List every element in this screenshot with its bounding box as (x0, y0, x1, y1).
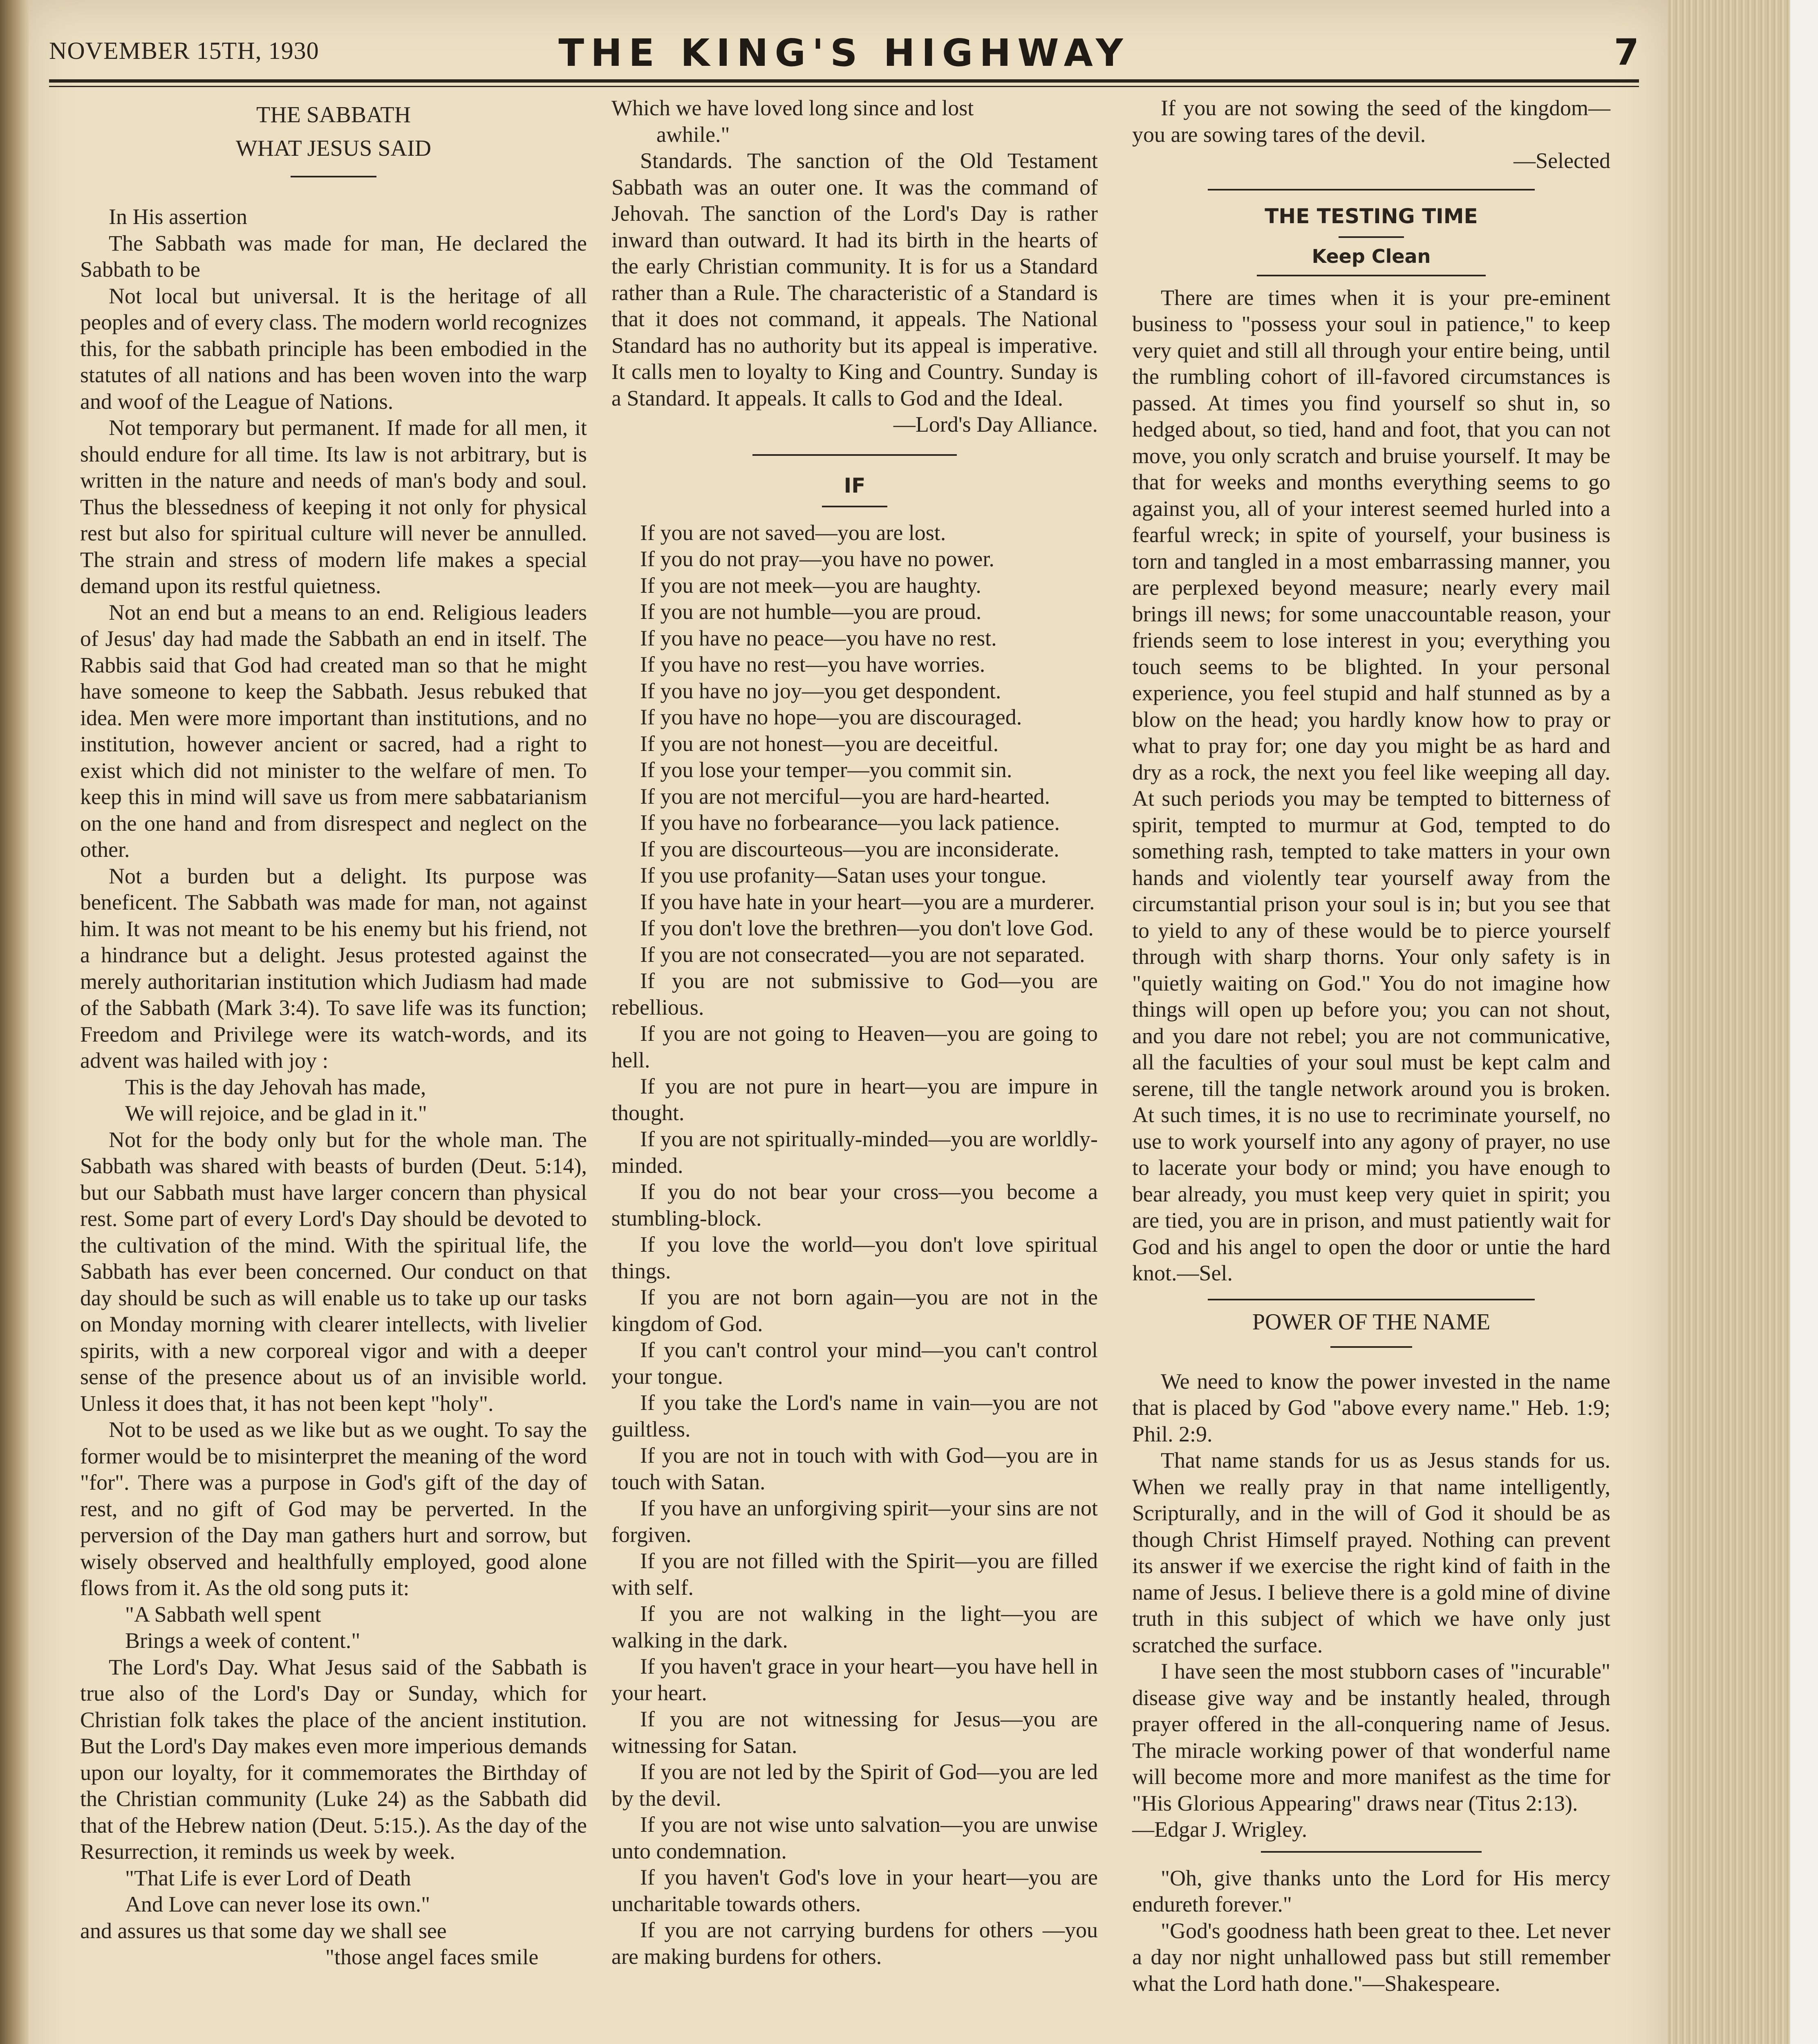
running-header (49, 31, 1639, 76)
verse-line: awhile." (656, 122, 730, 147)
column-2 (611, 95, 1098, 1970)
paragraph: There are times when it is your pre-eminent business to "possess your soul in patience," to keep very quiet and still all through your entire being, until the rumbling cohort of ill-favored circumstances is passed. At times you find yourself so shut in, so hedged about, so tied, hand and foot, that you can not move, you only scratch and bruise yourself. It may be that for weeks and months everything seems to go against you, all of your interest seemed hurled into a fearful wreck; in spite of yourself, your business is torn and tangled in a most embarrassing manner, you are perplexed beyond measure; nearly every mail brings ill news; for some unaccountable reason, your friends seem to lose interest in you; everything you touch seems to be blighted. In your personal experience, you feel stupid and half stunned as by a blow on the head; you hardly know how to pray or what to pray for; one day you might be as hard and dry as a rock, the next you feel like weeping all day. At such periods you may be tempted to bitterness of spirit, tempted to murmur at God, tempted to do something rash, tempted to take matters in your own hands and violently tear yourself away from the circumstantial prison your soul is in; but you see that to yield to any of these would be to pierce yourself through with sharp thorns. Your only safety is in "quietly waiting on God." You do not imagine how things will open up before you; you can not shout, and you dare not rebel; you are not communicative, all the faculties of your soul must be kept calm and serene, till the tangle network around you is broken. At such times, it is no use to recriminate yourself, no use to work yourself into any agony of prayer, no use to lacerate your body or mind; you have enough to bear already, you must keep very quiet in spirit; you are tied, you are in prison, and must patiently wait for God and his angel to open the door or untie the hard knot.—Sel. (1132, 285, 1610, 1285)
poem-line: If you haven't God's love in your heart—you are uncharitable towards others. (611, 1865, 1098, 1916)
poem-line: If you are discourteous—you are inconsiderate. (640, 836, 1059, 861)
verse-line: We will rejoice, and be glad in it." (125, 1101, 427, 1125)
page-stack-edge (1668, 0, 1790, 2044)
poem-line: If you are not honest—you are deceitful. (640, 731, 999, 756)
verse-line: "A Sabbath well spent (125, 1602, 321, 1627)
header-rule-thin (49, 86, 1639, 87)
poem-line: If you lose your temper—you commit sin. (640, 758, 1012, 782)
poem-line: If you have no joy—you get despondent. (640, 678, 1001, 703)
poem-line: If you are not in touch with with God—you are in touch with Satan. (611, 1443, 1098, 1494)
header-rule (49, 79, 1639, 83)
title-rule (822, 506, 887, 507)
title-rule (1339, 236, 1404, 238)
author-credit: —Edgar J. Wrigley. (1132, 1817, 1308, 1842)
book-gutter (0, 0, 29, 2044)
poem-line: If you haven't grace in your heart—you have hell in your heart. (611, 1654, 1098, 1705)
paragraph: In His assertion (109, 204, 247, 229)
poem-line: If you do not pray—you have no power. (640, 547, 994, 571)
poem-line: If you are not wise unto salvation—you are unwise unto condemnation. (611, 1812, 1098, 1863)
paragraph: I have seen the most stubborn cases of "incurable" disease give way and be instantly healed, through prayer offered in the all-conquering name of Jesus. The miracle working power of that wonderful name will become more and more manifest as the time for "His Glorious Appearing" draws near (Titus 2:13). (1132, 1659, 1610, 1815)
article-subtitle: Keep Clean (1312, 245, 1431, 267)
title-rule (1257, 275, 1486, 276)
paragraph: That name stands for us as Jesus stands for us. When we really pray in that name intelligently, Scripturally, and in the will of God it should be as though Christ Himself prayed. Nothing can prevent its answer if we exercise the right kind of faith in the name of Jesus. I believe there is a gold mine of divine truth in this subject of which we have only just scratched the surface. (1132, 1448, 1610, 1657)
section-rule (1261, 1851, 1482, 1853)
article-title: THE TESTING TIME (1265, 204, 1478, 228)
poem-line: If you take the Lord's name in vain—you are not guiltless. (611, 1390, 1098, 1441)
poem-line: If you love the world—you don't love spiritual things. (611, 1232, 1098, 1283)
poem-line: If you are not merciful—you are hard-hearted. (640, 784, 1050, 809)
poem-line: If you do not bear your cross—you become a stumbling-block. (611, 1179, 1098, 1230)
section-rule (1208, 1299, 1535, 1300)
column-3 (1132, 95, 1610, 1997)
column-1 (80, 95, 587, 1970)
issue-date: NOVEMBER 15TH, 1930 (49, 37, 319, 64)
section-rule (1208, 189, 1535, 191)
section-rule (752, 454, 957, 456)
paragraph: Not to be used as we like but as we ought. To say the former would be to misinterpret the meaning of the word "for". There was a purpose in God's gift of the day of rest, and no gift of God may be perverted. In the perversion of the Day man gathers hurt and sorrow, but wisely observed and healthfully employed, good alone flows from it. As the old song puts it: (80, 1417, 587, 1600)
poem-line: If you are not led by the Spirit of God—you are led by the devil. (611, 1759, 1098, 1811)
poem-line: If you are not submissive to God—you are rebellious. (611, 968, 1098, 1020)
verse-line: "That Life is ever Lord of Death (125, 1865, 411, 1890)
title-rule (291, 176, 376, 177)
poem-line: If you are not carrying burdens for others —you are making burdens for others. (611, 1918, 1098, 1969)
title-rule (1330, 1346, 1412, 1348)
paragraph: Not temporary but permanent. If made for all men, it should endure for all time. Its law is not arbitrary, but is written in the nature and needs of man's body and soul. Thus the blessedness of keeping it not only for physical rest but also for spiritual culture will never be annulled. The strain and stress of modern life makes a special demand upon its restful quietness. (80, 415, 587, 598)
poem-line: If you are not witnessing for Jesus—you are witnessing for Satan. (611, 1707, 1098, 1758)
paragraph: The Sabbath was made for man, He declared the Sabbath to be (80, 231, 587, 282)
poem-line: If you can't control your mind—you can't control your tongue. (611, 1338, 1098, 1389)
poem-line: If you are not filled with the Spirit—you are filled with self. (611, 1549, 1098, 1600)
scan-margin (1790, 0, 1818, 2044)
paragraph: and assures us that some day we shall see (80, 1918, 447, 1943)
poem-line: If you have no rest—you have worries. (640, 652, 985, 677)
paragraph: We need to know the power invested in the name that is placed by God "above every name." Heb. 1:9; Phil. 2:9. (1132, 1369, 1610, 1446)
paragraph: The Lord's Day. What Jesus said of the Sabbath is true also of the Lord's Day or Sunday, which for Christian folk takes the place of the ancient institution. But the Lord's Day makes even more imperious demands upon our loyalty, for it commemorates the Birthday of the Christian community (Luke 24) as the Sabbath did that of the Hebrew nation (Deut. 5:15.). As the day of the Resurrection, it reminds us week by week. (80, 1654, 587, 1864)
paragraph: "Oh, give thanks unto the Lord for His mercy endureth forever." (1132, 1865, 1610, 1916)
poem-line: If you are not going to Heaven—you are going to hell. (611, 1021, 1098, 1072)
paragraph: Not for the body only but for the whole man. The Sabbath was shared with beasts of burden (Deut. 5:14), but our Sabbath must have larger concern than physical rest. Some part of every Lord's Day should be devoted to the cultivation of the mind. With the spiritual life, the Sabbath has ever been concerned. Our conduct on that day should be such as will enable us to take up our tasks on Monday morning with clearer intellects, with livelier spirits, with a new corporeal vigor and with a deeper sense of the presence about us of an invisible world. Unless it does that, it has not been kept "holy". (80, 1127, 587, 1416)
poem-title: IF (844, 473, 866, 498)
paragraph: Standards. The sanction of the Old Testament Sabbath was an outer one. It was the command of Jehovah. The sanction of the Lord's Day is rather inward than outward. It had its birth in the hearts of the early Christian community. It is for us a Standard rather than a Rule. The characteristic of a Standard is that it does not command, it appeals. The National Standard has no authority but its appeal is imperative. It calls men to loyalty to King and Country. Sunday is a Standard. It appeals. It calls to God and the Ideal. (611, 148, 1098, 410)
verse-line: Which we have loved long since and lost (611, 96, 974, 120)
poem-line: If you are not meek—you are haughty. (640, 573, 981, 598)
verse-line: Brings a week of content." (125, 1628, 360, 1653)
attribution: —Selected (1514, 148, 1610, 173)
paragraph: "God's goodness hath been great to thee. Let never a day nor night unhallowed pass but still remember what the Lord hath done."—Shakespeare. (1132, 1918, 1610, 1996)
poem-line: If you don't love the brethren—you don't love God. (640, 916, 1094, 940)
poem-line: If you are not consecrated—you are not separated. (640, 942, 1085, 967)
poem-line: If you use profanity—Satan uses your tongue. (640, 863, 1047, 888)
article-subtitle: WHAT JESUS SAID (235, 136, 432, 161)
poem-line: If you are not born again—you are not in the kingdom of God. (611, 1285, 1098, 1336)
article-title: THE SABBATH (256, 102, 411, 128)
poem-line: If you are not humble—you are proud. (640, 599, 982, 624)
poem-line: If you have no peace—you have no rest. (640, 625, 997, 650)
article-title: POWER OF THE NAME (1252, 1309, 1491, 1335)
poem-line: If you have no forbearance—you lack patience. (640, 810, 1060, 835)
paragraph: Not local but universal. It is the heritage of all peoples and of every class. The modern world recognizes this, for the sabbath principle has been embodied in the statutes of all nations and has been woven into the warp and woof of the League of Nations. (80, 283, 587, 414)
attribution: —Lord's Day Alliance. (893, 412, 1098, 437)
poem-line: If you are not sowing the seed of the kingdom—you are sowing tares of the devil. (1132, 96, 1610, 147)
poem-line: If you are not saved—you are lost. (640, 520, 946, 545)
publication-title: THE KING'S HIGHWAY (558, 31, 1130, 75)
poem-line: If you are not spiritually-minded—you are worldly-minded. (611, 1127, 1098, 1178)
poem-line: If you have no hope—you are discouraged. (640, 705, 1022, 729)
poem-line: If you have hate in your heart—you are a murderer. (640, 889, 1095, 914)
poem-line: If you are not pure in heart—you are impure in thought. (611, 1074, 1098, 1125)
verse-line: And Love can never lose its own." (125, 1892, 430, 1916)
page-number: 7 (1614, 31, 1639, 73)
paragraph: Not a burden but a delight. Its purpose was beneficent. The Sabbath was made for man, not against him. It was not meant to be his enemy but his friend, not a hindrance but a delight. Jesus protested against the merely authoritarian institution which Judiasm had made of the Sabbath (Mark 3:4). To save life was its function; Freedom and Privilege were its watch-words, and its advent was hailed with joy : (80, 863, 587, 1073)
paragraph: Not an end but a means to an end. Religious leaders of Jesus' day had made the Sabbath an end in itself. The Rabbis said that God had created man so that he might have someone to keep the Sabbath. Jesus rebuked that idea. Men were more important than institutions, and no institution, however ancient or sacred, had a right to exist which did not minister to the welfare of men. To keep this in mind will save us from mere sabbatarianism on the one hand and from disrespect and neglect on the other. (80, 600, 587, 862)
poem-line: If you have an unforgiving spirit—your sins are not forgiven. (611, 1496, 1098, 1547)
poem-line: If you are not walking in the light—you are walking in the dark. (611, 1601, 1098, 1652)
verse-line: "those angel faces smile (325, 1945, 539, 1969)
verse-line: This is the day Jehovah has made, (125, 1074, 426, 1099)
